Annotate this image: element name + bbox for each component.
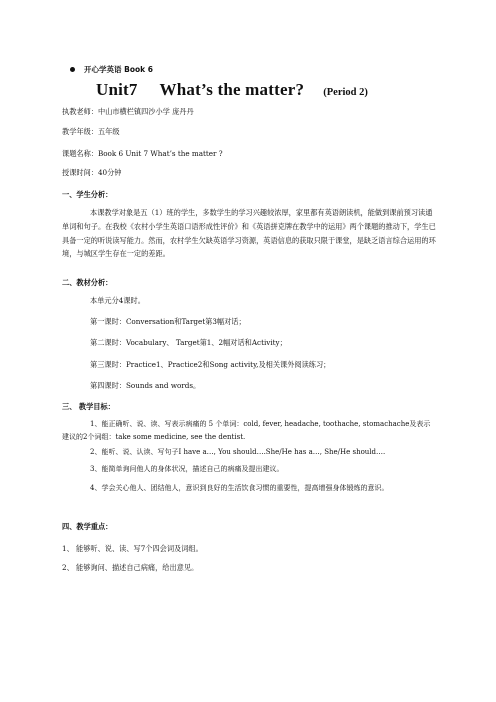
lesson-title — [96, 80, 368, 100]
section-heading-4: 四、教学重点： — [62, 522, 113, 531]
section2-line: 第一课时：Conversation和Target第3幅对话； — [90, 317, 246, 326]
objective-item-3: 3、能简单询问他人的身体状况，描述自己的病痛及提出建议。 — [90, 465, 284, 473]
section-heading-2: 二、教材分析： — [62, 278, 113, 287]
teacher-line: 执教老师：中山市横栏镇四沙小学 庞丹丹 — [62, 107, 194, 116]
section-body-1: 本课教学对象是五（1）班的学生，多数学生的学习兴趣较浓厚，家里都有英语朗读机，能做到课前预习读通单词和句子。在我校《农村小学生英语口语形成性评价》和《英语拼克牌在教学中的运用》两个课题的推动下，学生已具备一定的听说读写能力。然而，农村学生欠缺英语学习资源，英语信息的获取只限于课堂，是缺乏语言综合运用的环境，与城区学生存在一定的差距。 — [62, 208, 436, 259]
section-heading-1: 一、学生分析： — [62, 190, 113, 199]
key-point-line: 2、 能够询问、描述自己病痛，给出意见。 — [62, 563, 199, 572]
bullet-icon — [70, 67, 75, 72]
section2-line: 第三课时：Practice1、Practice2和Song activity,及相关课外阅读练习； — [90, 360, 331, 369]
grade-line: 教学年级：五年级 — [62, 127, 120, 136]
course-line — [70, 64, 153, 75]
section2-line: 第四课时：Sounds and words。 — [90, 381, 201, 390]
section2-line: 第二课时：Vocabulary、 Target第1、2幅对话和Activity； — [90, 338, 287, 347]
objective-item-1: 1、能正确听、说、读、写表示病痛的 5 个单词：cold, fever, headache, toothache, stomachache及表示建议的2个词组：take some medicine, see the dentist. — [62, 420, 431, 442]
topic-line: 课题名称：Book 6 Unit 7 What’s the matter ? — [62, 149, 223, 158]
course-label: 开心学英语 Book 6 — [84, 65, 153, 74]
title-period: (Period 2) — [323, 87, 368, 98]
duration-line: 授课时间：40分钟 — [62, 168, 122, 177]
key-point-line: 1、 能够听、说、读、写7个四会词及词组。 — [62, 544, 203, 553]
title-text: Unit7 What’s the matter? — [96, 80, 305, 99]
objective-item-2: 2、能听、说、认读、写句子I have a…, You should….She/He has a…, She/He should…. — [90, 448, 386, 456]
section-heading-3: 三、 教学目标： — [62, 402, 115, 411]
objective-item-4: 4、学会关心他人、团结他人，意识到良好的生活饮食习惯的重要性，提高增强身体锻炼的意识。 — [90, 484, 389, 492]
section2-line: 本单元分4课时。 — [90, 296, 145, 305]
